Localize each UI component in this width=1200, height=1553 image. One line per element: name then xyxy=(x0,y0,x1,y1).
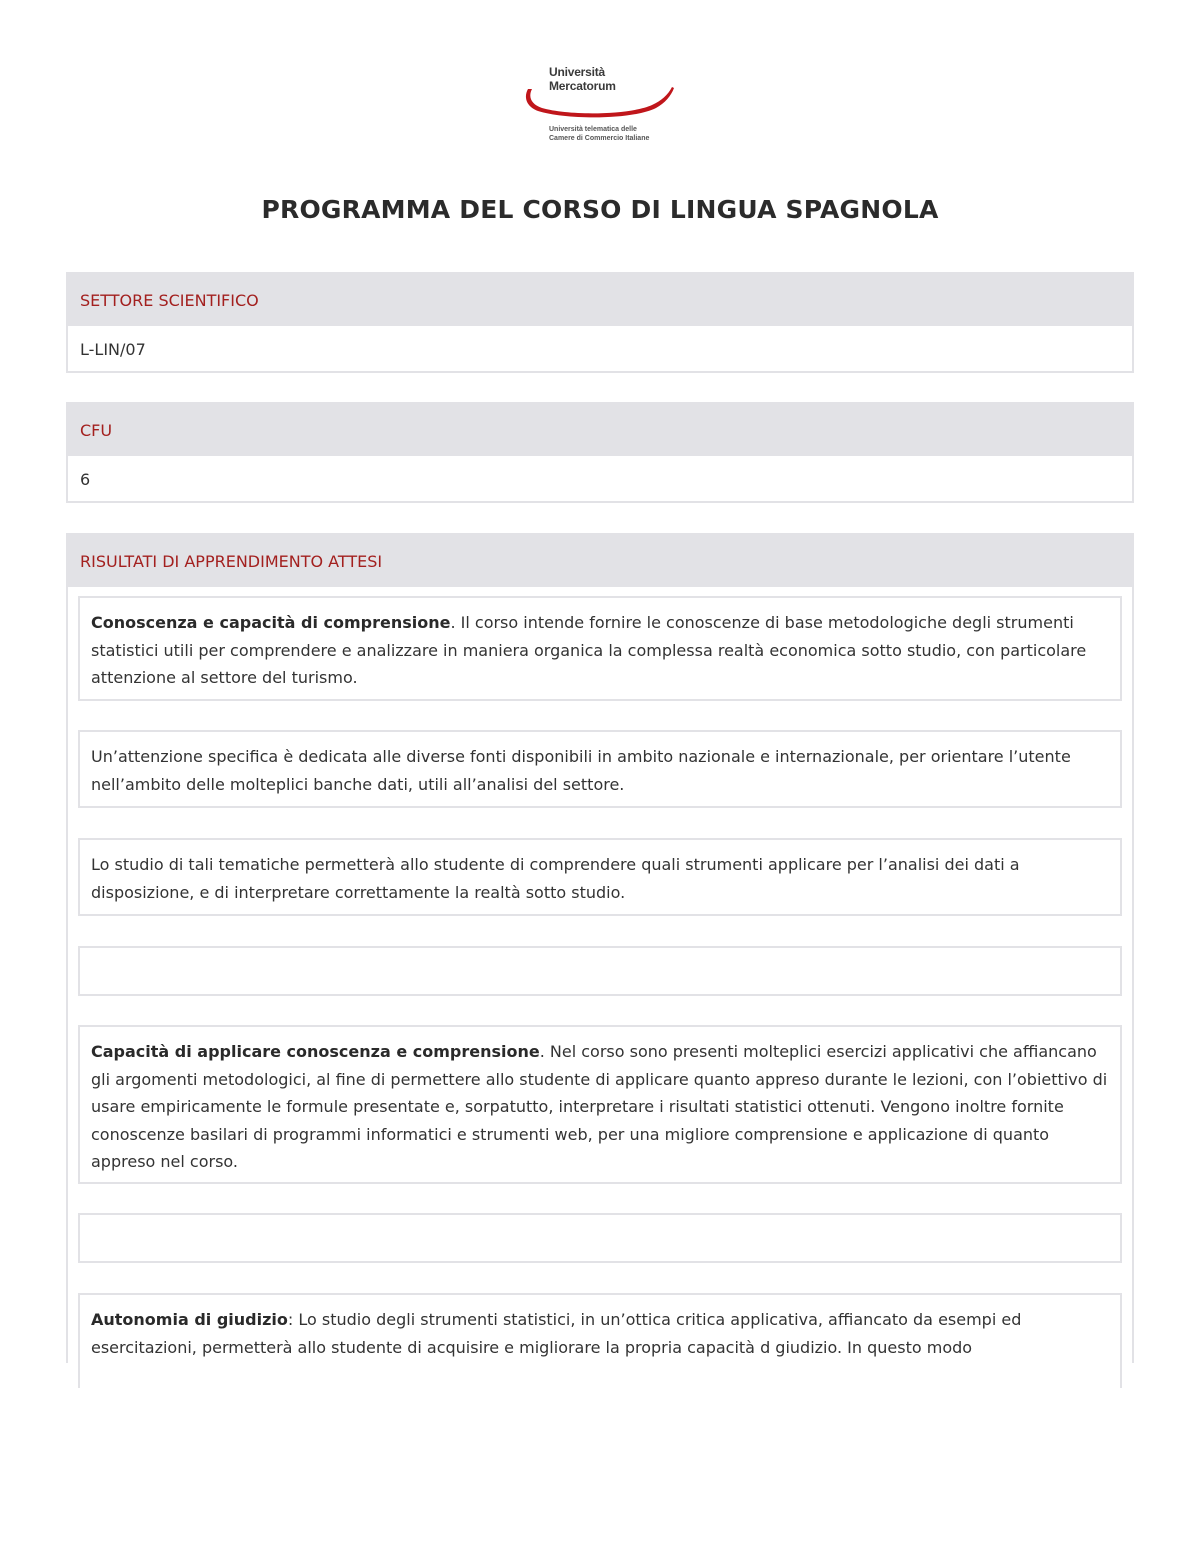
paragraph-empty-box xyxy=(78,1213,1122,1263)
paragraph-text: . Il corso intende fornire le conoscenze di base metodologiche degli strumenti statistici utili per comprendere e analizzare in maniera organica la complessa realtà economica sotto studio, con particolare attenzione al settore del turismo. xyxy=(91,613,1087,687)
section-header-settore: SETTORE SCIENTIFICO xyxy=(68,274,1132,326)
paragraph-text: : Lo studio degli strumenti statistici, in un’ottica critica applicativa, affiancato da esempi ed esercitazioni, permetterà allo studente di acquisire e migliorare la propria capacità d giudizio. In questo modo xyxy=(91,1310,1022,1357)
paragraph-text: . Nel corso sono presenti molteplici esercizi applicativi che affiancano gli argomenti metodologici, al fine di permettere allo studente di applicare quanto appreso durante le lezioni, con l’obiettivo di usare empiricamente le formule presentate e, sorpatutto, interpretare i risultati statistici ottenuti. Vengono inoltre fornite conoscenze basilari di programmi informatici e strumenti web, per una migliore comprensione e applicazione di quanto appreso nel corso. xyxy=(91,1042,1108,1171)
paragraph-studio xyxy=(78,838,1122,916)
logo-name-line2: Mercatorum xyxy=(549,79,616,93)
paragraph-capacita xyxy=(78,1025,1122,1184)
section-settore-scientifico xyxy=(66,272,1134,373)
university-logo xyxy=(522,62,682,148)
paragraph-conoscenza xyxy=(78,596,1122,701)
section-header-cfu: CFU xyxy=(68,404,1132,456)
paragraph-lead: Conoscenza e capacità di comprensione xyxy=(91,613,451,632)
paragraph-lead: Capacità di applicare conoscenza e comprensione xyxy=(91,1042,540,1061)
paragraph-text: Lo studio di tali tematiche permetterà allo studente di comprendere quali strumenti applicare per l’analisi dei dati a disposizione, e di interpretare correttamente la realtà sotto studio. xyxy=(91,855,1020,902)
paragraph-lead: Autonomia di giudizio xyxy=(91,1310,288,1329)
paragraph-empty-box xyxy=(78,946,1122,996)
logo-name-line1: Università xyxy=(549,65,606,79)
logo-tagline-line2: Camere di Commercio Italiane xyxy=(549,135,650,142)
logo-swoosh-icon xyxy=(522,84,682,124)
section-value-cfu: 6 xyxy=(80,469,91,489)
section-value-settore: L-LIN/07 xyxy=(80,339,146,359)
paragraph-fonti xyxy=(78,730,1122,808)
paragraph-autonomia xyxy=(78,1293,1122,1403)
section-header-risultati: RISULTATI DI APPRENDIMENTO ATTESI xyxy=(68,535,1132,587)
page-bottom-margin xyxy=(0,1388,1200,1553)
logo-tagline-line1: Università telematica delle xyxy=(549,126,637,133)
section-cfu xyxy=(66,402,1134,503)
page-title: PROGRAMMA DEL CORSO DI LINGUA SPAGNOLA xyxy=(261,195,939,224)
paragraph-text: Un’attenzione specifica è dedicata alle diverse fonti disponibili in ambito nazionale e internazionale, per orientare l’utente nell’ambito delle molteplici banche dati, utili all’analisi del settore. xyxy=(91,747,1071,794)
